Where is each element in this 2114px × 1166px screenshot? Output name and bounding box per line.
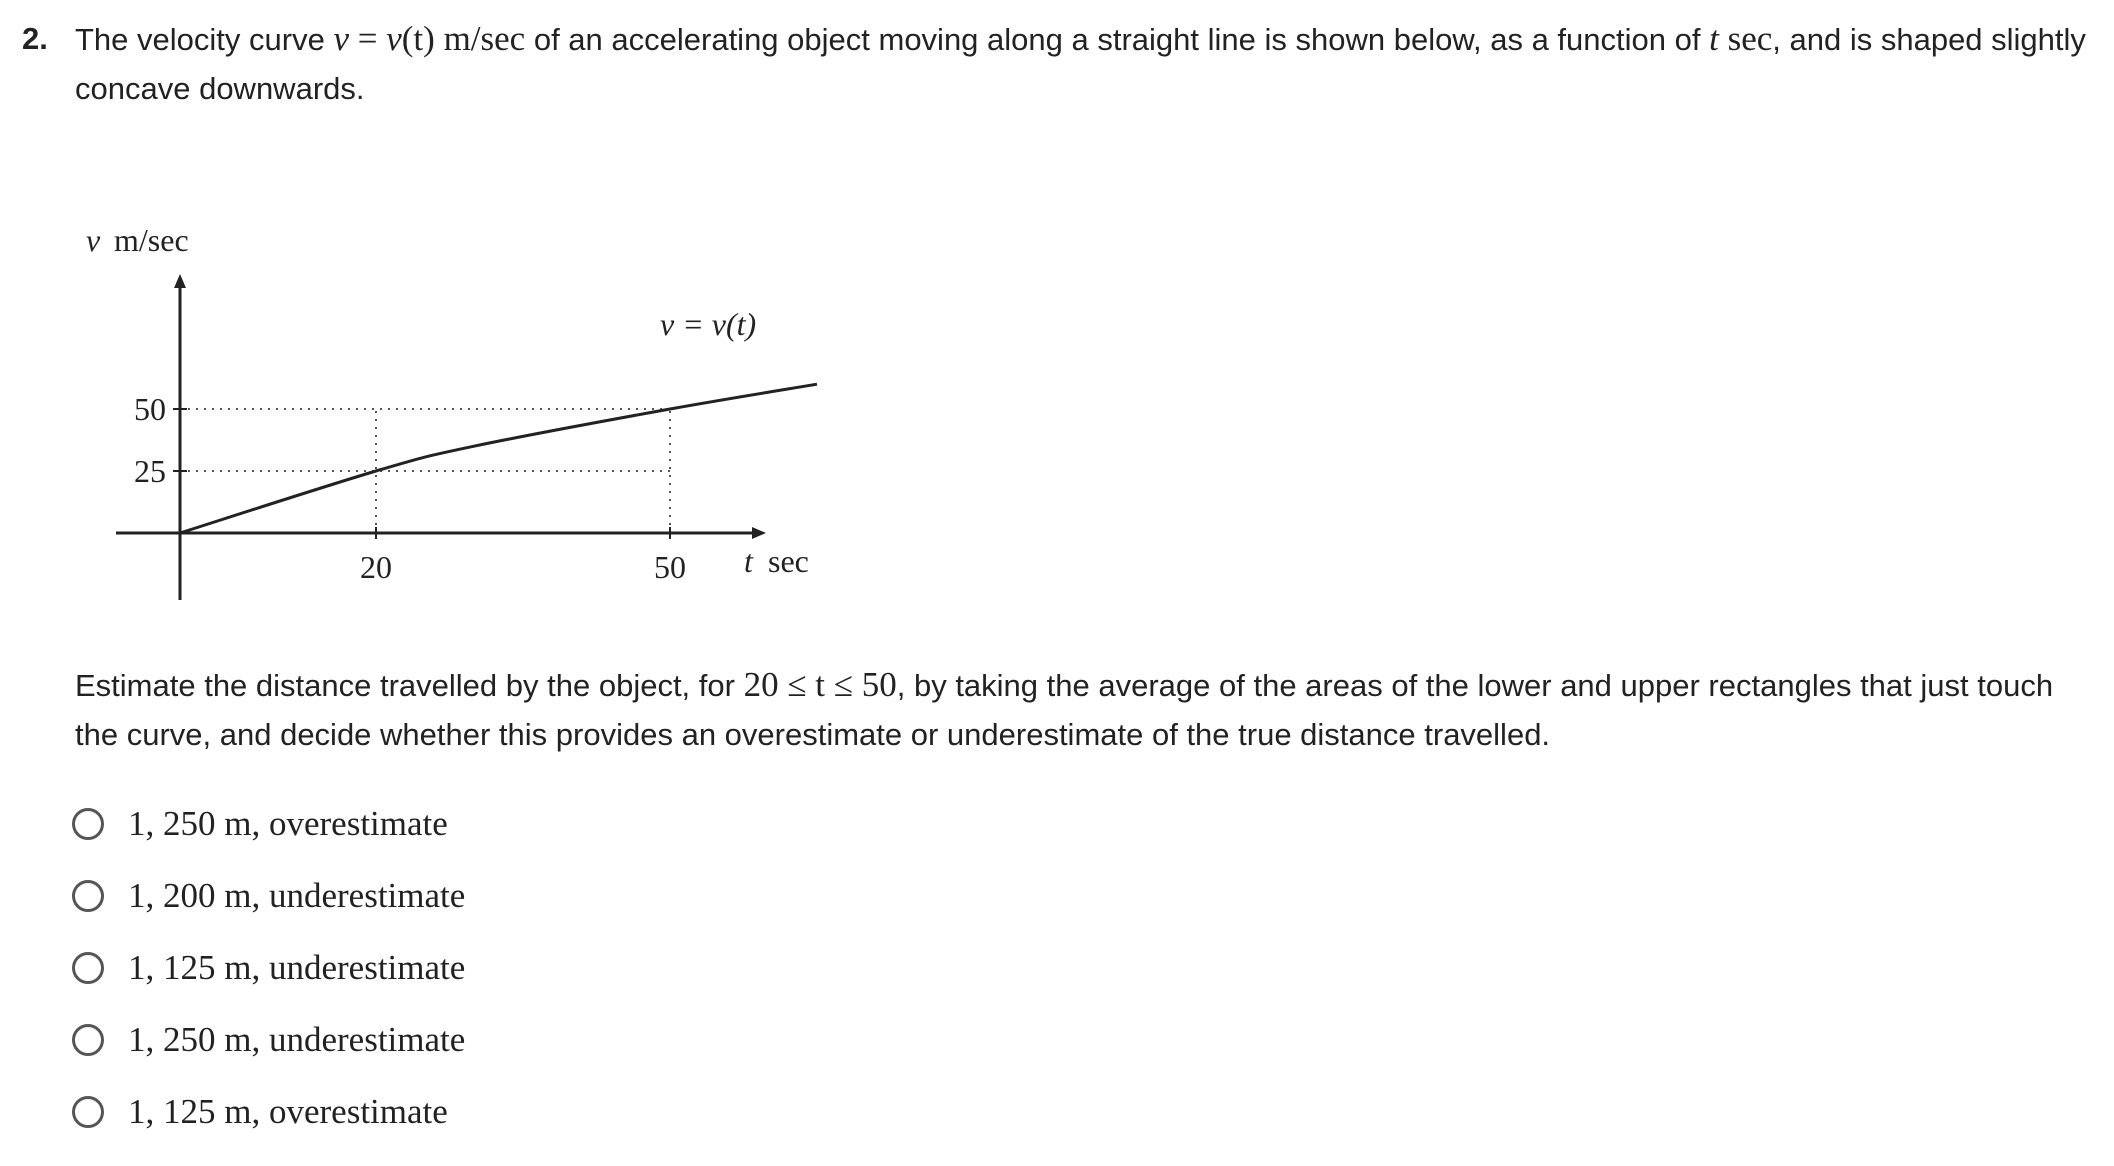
math-vt-paren: (t) [401,19,435,58]
y-tick-label-50: 50 [134,391,166,427]
option-label: 1, 250 m, underestimate [128,1020,466,1059]
x-axis-label-unit: sec [768,543,809,579]
question-text [75,14,2100,113]
y-axis-label-var: v [86,222,101,258]
question-text-part2: of an accelerating object moving along a straight line is shown below, as a function of [525,22,1710,57]
radio-button[interactable] [72,1096,104,1128]
y-axis-label-unit: m/sec [114,222,189,258]
prompt-text [75,660,2100,759]
math-t: t [1709,19,1719,58]
option-2[interactable] [72,860,465,932]
x-axis-label-var: t [744,543,753,579]
math-range: 20 ≤ t ≤ 50 [743,665,897,704]
option-label: 1, 250 m, overestimate [128,804,448,843]
option-1[interactable] [72,788,465,860]
y-axis-arrowhead [174,274,186,288]
velocity-curve [180,384,817,533]
option-4[interactable] [72,1004,465,1076]
prompt-text-part1: Estimate the distance travelled by the object, for [75,668,744,703]
velocity-chart [0,200,900,630]
velocity-graph [0,200,900,630]
radio-button[interactable] [72,808,104,840]
option-3[interactable] [72,932,465,1004]
x-axis-arrowhead [752,527,766,539]
option-label: 1, 125 m, overestimate [128,1092,448,1131]
radio-button[interactable] [72,880,104,912]
question-text-part3: , and is shaped slightly concave downwards. [75,22,2086,106]
y-tick-label-25: 25 [134,453,166,489]
x-tick-label-50: 50 [654,549,686,585]
answer-options [72,788,465,1148]
radio-button[interactable] [72,1024,104,1056]
radio-button[interactable] [72,952,104,984]
math-unit: m/sec [434,19,526,58]
question-number: 2. [22,21,48,56]
math-v: v [333,19,349,58]
guide-lines [180,409,670,533]
math-eq: = [348,19,387,58]
option-label: 1, 125 m, underestimate [128,948,466,987]
option-5[interactable] [72,1076,465,1148]
question-block [22,14,2102,113]
math-vt: v [386,19,402,58]
x-tick-label-20: 20 [360,549,392,585]
option-label: 1, 200 m, underestimate [128,876,466,915]
prompt-text-part2: , by taking the average of the areas of the lower and upper rectangles that just touch the curve, and decide whether this provides an overestimate or underestimate of the true distance travelled. [75,668,2054,752]
question-text-part1: The velocity curve [75,22,334,57]
math-velocity-equation [333,19,525,58]
math-t-sec [1709,19,1772,58]
math-sec: sec [1718,19,1773,58]
curve-label: v = v(t) [660,306,757,342]
